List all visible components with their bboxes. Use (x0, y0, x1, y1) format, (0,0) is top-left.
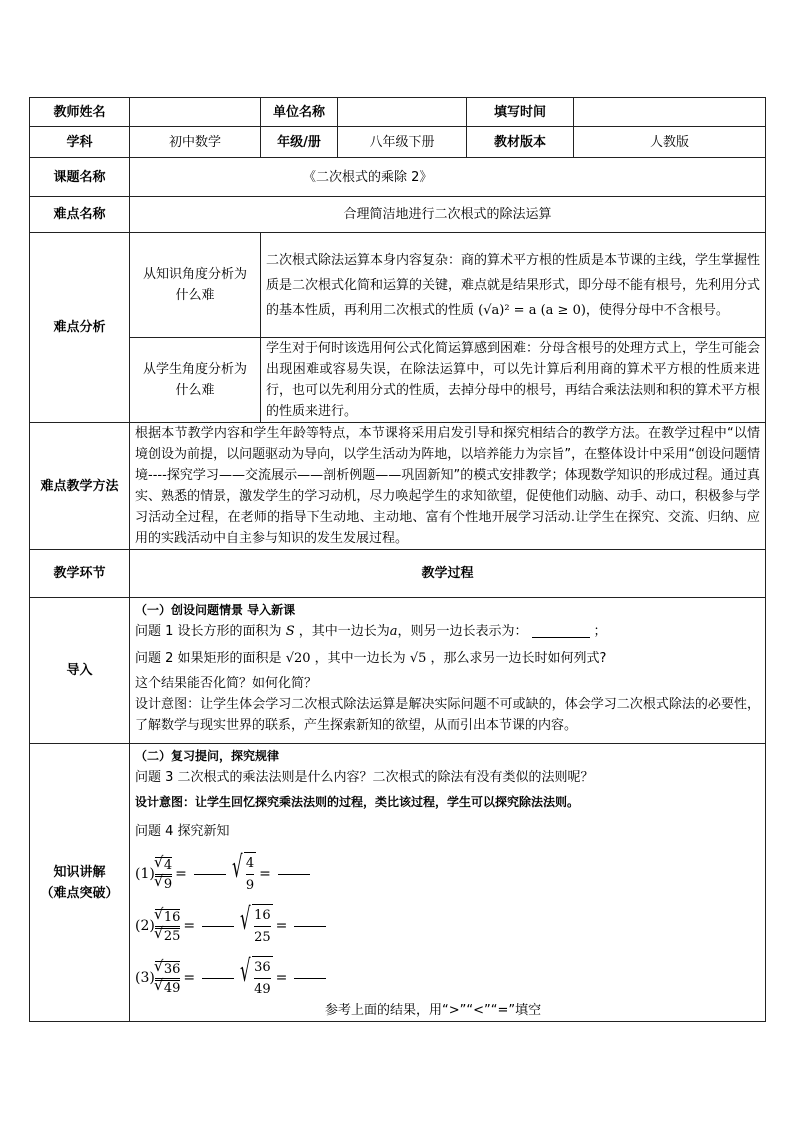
knowledge-angle-text (261, 233, 766, 338)
q2-text-a: 问题 2 如果矩形的面积是 (135, 651, 282, 666)
radical (153, 956, 181, 977)
answer-blank (294, 926, 326, 927)
equals-sign: = (259, 865, 271, 882)
equals-sign: = (275, 917, 288, 934)
knowledge-angle-label: 从知识角度分析为什么难 (130, 233, 261, 338)
difficulty-name-label: 难点名称 (30, 197, 130, 233)
radical-sign-icon: √ (153, 852, 164, 871)
exercise-item (135, 900, 760, 952)
answer-blank (202, 926, 234, 927)
q1-text-b: ，其中一边长为 (298, 624, 390, 639)
radicand-fraction (252, 956, 273, 1000)
question-4: 问题 4 探究新知 (135, 824, 230, 839)
exercise-index: (2) (135, 917, 155, 934)
teacher-name-value (130, 98, 261, 127)
answer-blank (194, 874, 226, 875)
fraction-numerator: 36 (254, 960, 271, 975)
q1-text-end: ； (593, 624, 607, 639)
radical (153, 923, 181, 944)
radical-sign-icon: √ (153, 956, 164, 975)
lesson-name-label: 课题名称 (30, 158, 130, 197)
fraction-denominator: 49 (254, 982, 271, 997)
radicand-fraction (244, 852, 256, 896)
grade-value: 八年级下册 (338, 127, 467, 158)
sqrt-20: √20 (285, 651, 311, 666)
sqrt-quotient (153, 956, 181, 996)
lesson-name-text: 《二次根式的乘除 2》 (303, 169, 433, 185)
exercise-index: (3) (135, 969, 155, 986)
subject-value: 初中数学 (130, 127, 261, 158)
radical-sign-icon: √ (240, 902, 251, 937)
sqrt-of-fraction (240, 956, 273, 1000)
radical (153, 871, 173, 892)
fill-date-label: 填写时间 (467, 98, 574, 127)
difficulty-name-value: 合理简洁地进行二次根式的除法运算 (130, 197, 766, 233)
grade-label: 年级/册 (261, 127, 338, 158)
equals-sign: = (275, 969, 288, 986)
radicand: 36 (163, 961, 181, 977)
simplify-question: 这个结果能否化简？如何化简？ (135, 676, 318, 691)
exercise-item (135, 848, 760, 900)
stage-header: 教学环节 (30, 550, 130, 598)
answer-blank (532, 625, 590, 638)
radical (153, 904, 181, 925)
sqrt-5: √5 (409, 651, 427, 666)
radical-sign-icon: √ (153, 923, 164, 942)
question-2 (135, 648, 760, 669)
knowledge-label (30, 744, 130, 1022)
fill-date-value (574, 98, 766, 127)
fraction-denominator: 25 (254, 930, 271, 945)
radicand: 25 (163, 928, 181, 944)
student-angle-text: 学生对于何时该选用何公式化简运算感到困难：分母含根号的处理方式上，学生可能会出现困难或容易失误，在除法运算中，可以先计算后利用商的算术平方根的性质来进行，也可以先利用分式的性质，去掉分母中的根号，再结合乘法法则和积的算术平方根的性质来进行。 (261, 338, 766, 423)
knowledge-label-sub: （难点突破） (40, 885, 119, 901)
edition-value: 人教版 (574, 127, 766, 158)
method-label: 难点教学方法 (30, 423, 130, 550)
knowledge-text-part1: 二次根式除法运算本身内容复杂：商的算术平方根的性质是本节课的主线，学生掌握性质是二次根式化简和运算的关键，难点就是结果形式，即分母不能有根号，先利用分式的基本性质，再利用二次根式的性质 (266, 252, 761, 318)
radical-sign-icon: √ (153, 871, 164, 890)
answer-blank (294, 978, 326, 979)
intro-label: 导入 (30, 598, 130, 744)
knowledge-content (130, 744, 766, 1022)
equals-sign: = (183, 917, 196, 934)
q1-text-c: ，则另一边长表示为： (397, 624, 528, 639)
exercise-index: (1) (135, 865, 155, 882)
knowledge-label-main: 知识讲解 (53, 864, 106, 880)
exercise-list (135, 848, 760, 1004)
sqrt-property-formula: (√a)² = a (a ≥ 0) (478, 302, 586, 318)
equals-sign: = (175, 865, 187, 882)
question-1 (135, 621, 760, 642)
radical (153, 975, 181, 996)
equals-sign: = (183, 969, 196, 986)
fraction-denominator: 9 (245, 878, 255, 893)
radicand: 49 (163, 980, 181, 996)
knowledge-heading: （二）复习提问，探究规律 (135, 749, 280, 763)
exercise-item (135, 952, 760, 1004)
question-3: 问题 3 二次根式的乘法法则是什么内容？二次根式的除法有没有类似的法则呢？ (135, 770, 594, 785)
radical-sign-icon: √ (153, 904, 164, 923)
sqrt-of-fraction (240, 904, 273, 948)
var-a: a (389, 624, 398, 639)
radicand-fraction (252, 904, 273, 948)
process-header: 教学过程 (130, 550, 766, 598)
radicand: 16 (163, 909, 181, 925)
var-s: S (285, 624, 295, 639)
knowledge-text-part2: ，使得分母中不含根号。 (585, 302, 729, 318)
method-text: 根据本节教学内容和学生年龄等特点，本节课将采用启发引导和探究相结合的教学方法。在教学过程中“以情境创设为前提，以问题驱动为导向，以学生活动为阵地，以培养能力为宗旨”，在整体设计中采用“创设问题情境----探究学习——交流展示——剖析例题——巩固新知”的模式安排教学；体现数学知识的形成过程。通过真实、熟悉的情景，激发学生的学习动机，尽力唤起学生的求知欲望，促使他们动脑、动手、动口，积极参与学习活动全过程，在老师的指导下生动地、主动地、富有个性地开展学习活动.让学生在探究、交流、归纳、应用的实践活动中自主参与知识的发生发展过程。 (130, 423, 766, 550)
fraction-numerator: 16 (254, 908, 271, 923)
sqrt-of-fraction (232, 852, 256, 896)
lesson-name-value (130, 158, 766, 197)
intro-heading: （一）创设问题情景 导入新课 (135, 603, 296, 617)
teacher-name-label: 教师姓名 (30, 98, 130, 127)
analysis-label: 难点分析 (30, 233, 130, 423)
q1-text-a: 问题 1 设长方形的面积为 (135, 624, 282, 639)
q2-text-c: ，那么求另一边长时如何列式? (430, 651, 607, 666)
subject-label: 学科 (30, 127, 130, 158)
unit-name-value (338, 98, 467, 127)
sqrt-quotient (153, 904, 181, 944)
radicand: 4 (163, 857, 173, 873)
intro-content (130, 598, 766, 744)
knowledge-design-intent: 设计意图：让学生回忆探究乘法法则的过程，类比该过程，学生可以探究除法法则。 (135, 795, 580, 809)
edition-label: 教材版本 (467, 127, 574, 158)
radical-sign-icon: √ (231, 850, 243, 885)
fill-hint: 参考上面的结果，用“>”“<”“=”填空 (325, 1003, 542, 1018)
student-angle-label: 从学生角度分析为什么难 (130, 338, 261, 423)
q2-text-b: ，其中一边长为 (314, 651, 406, 666)
radicand: 9 (163, 876, 173, 892)
fraction-numerator: 4 (245, 856, 255, 871)
intro-design-intent: 设计意图：让学生体会学习二次根式除法运算是解决实际问题不可或缺的，体会学习二次根式除法的必要性，了解数学与现实世界的联系，产生探索新知的欲望，从而引出本节课的内容。 (135, 697, 760, 733)
radical-sign-icon: √ (153, 975, 164, 994)
lesson-table (29, 97, 766, 1022)
unit-name-label: 单位名称 (261, 98, 338, 127)
radical (153, 852, 173, 873)
radical-sign-icon: √ (240, 954, 251, 989)
sqrt-quotient (153, 852, 173, 892)
answer-blank (202, 978, 234, 979)
answer-blank (278, 874, 310, 875)
